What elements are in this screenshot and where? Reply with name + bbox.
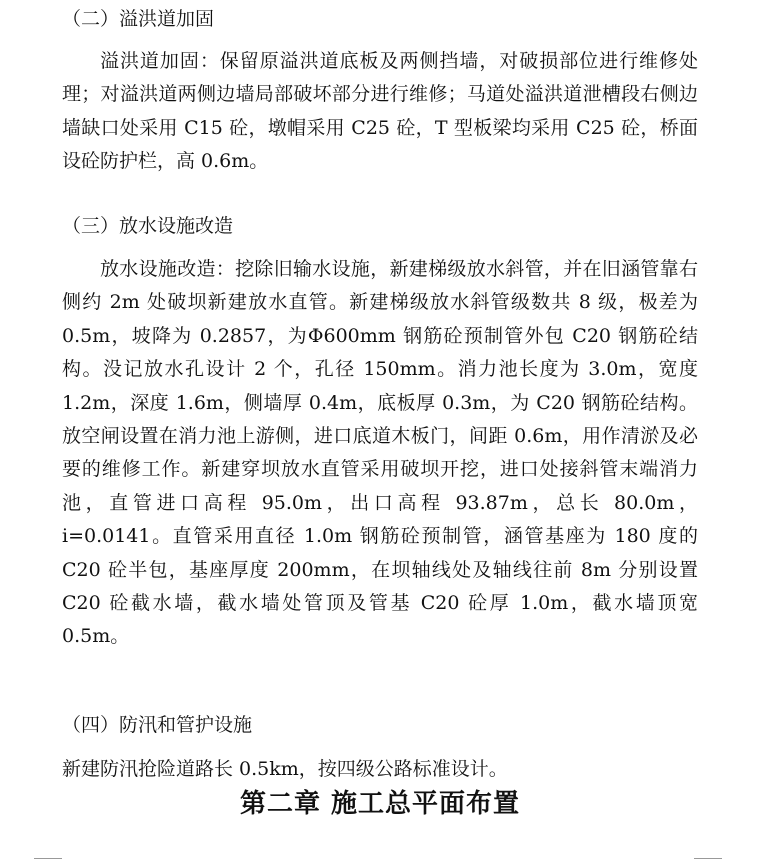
page-corner-mark-right	[694, 858, 722, 859]
chapter-title: 第二章 施工总平面布置	[239, 789, 521, 819]
section-heading-spillway: （二）溢洪道加固	[62, 8, 215, 30]
section-heading-flood-control: （四）防汛和管护设施	[62, 714, 253, 736]
page-corner-mark-left	[34, 858, 62, 859]
section-body-flood-control: 新建防汛抢险道路长 0.5km，按四级公路标准设计。	[62, 758, 508, 780]
section-body-spillway: 溢洪道加固：保留原溢洪道底板及两侧挡墙，对破损部位进行维修处理；对溢洪道两侧边墙局部破坏部分进行维修；马道处溢洪道泄槽段右侧边墙缺口处采用 C15 砼，墩帽采用 C25 砼，T 型板梁均采用 C25 砼，桥面设砼防护栏，高 0.6m。	[62, 50, 698, 173]
section-body-outlet: 放水设施改造：挖除旧输水设施，新建梯级放水斜管，并在旧涵管靠右侧约 2m 处破坝新建放水直管。新建梯级放水斜管级数共 8 级，极差为 0.5m，坡降为 0.2857，为Φ600mm 钢筋砼预制管外包 C20 钢筋砼结构。没记放水孔设计 2 个，孔径 150mm。消力池长度为 3.0m，宽度 1.2m，深度 1.6m，侧墙厚 0.4m，底板厚 0.3m，为 C20 钢筋砼结构。放空闸设置在消力池上游侧，进口底道木板门，间距 0.6m，用作清淤及必要的维修工作。新建穿坝放水直管采用破坝开挖，进口处接斜管末端消力池，直管进口高程 95.0m，出口高程 93.87m，总长 80.0m，i=0.0141。直管采用直径 1.0m 钢筋砼预制管，涵管基座为 180 度的 C20 砼半包，基座厚度 200mm，在坝轴线处及轴线往前 8m 分别设置 C20 砼截水墙，截水墙处管顶及管基 C20 砼厚 1.0m，截水墙顶宽 0.5m。	[62, 258, 698, 648]
section-heading-outlet: （三）放水设施改造	[62, 215, 234, 237]
